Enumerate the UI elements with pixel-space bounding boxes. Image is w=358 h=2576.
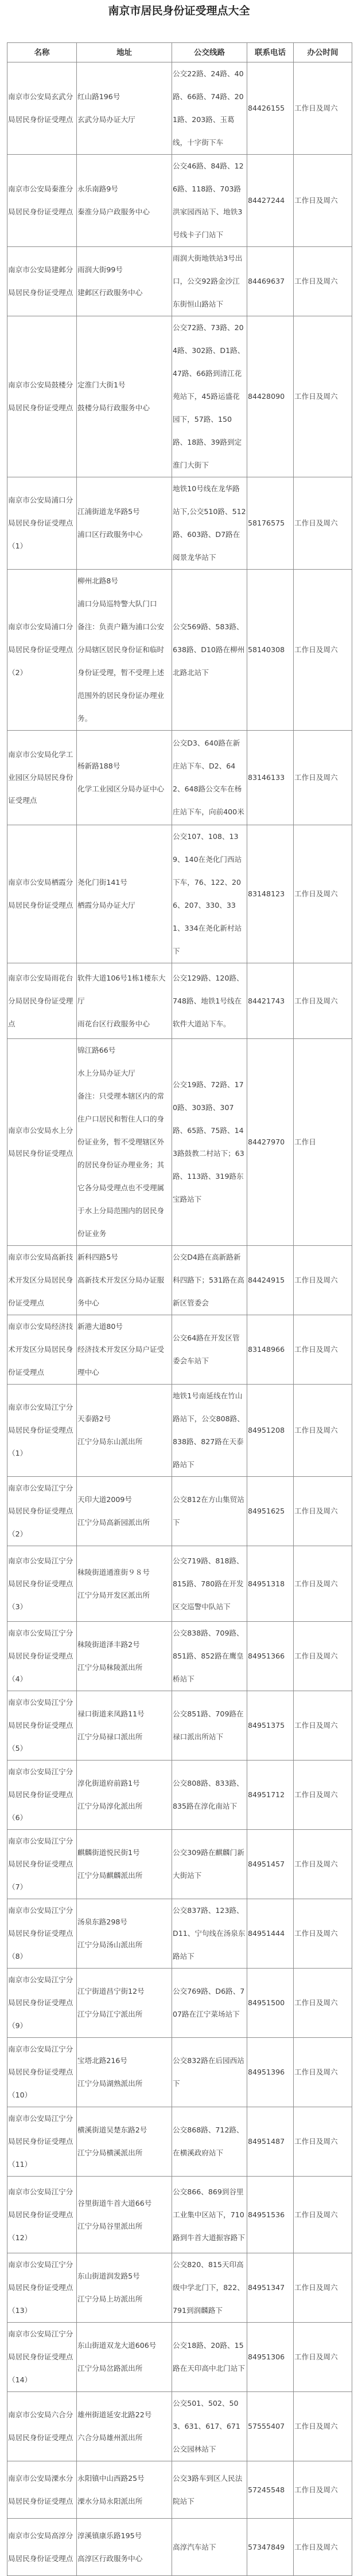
cell-office-hours: 工作日及周六 [294,1969,352,2038]
address-line: 六合分局雄州派出所 [77,2433,143,2442]
table-row [7,316,352,477]
cell-office-hours: 工作日及周六 [294,2519,352,2576]
column-header-bus: 公交线路 [172,43,247,62]
address-line: 天泰路2号 [77,1414,111,1423]
table-row [7,825,352,963]
cell-office-hours: 工作日及周六 [294,825,352,963]
cell-name: 南京市公安局建邺分局居民身份证受理点 [7,247,77,316]
cell-address [77,963,172,1039]
cell-address [77,2253,172,2323]
cell-phone: 84951457 [247,1830,294,1899]
cell-address [77,247,172,316]
cell-name: 南京市公安局江宁分局居民身份证受理点（7） [7,1830,77,1899]
cell-bus-routes: 公交868路、712路、在横溪政府站下 [172,2107,247,2177]
address-line: 雨花台区行政服务中心 [77,1019,150,1028]
cell-phone: 84421743 [247,963,294,1039]
cell-name: 南京市公安局经济技术开发区分局居民身份证受理点 [7,1315,77,1385]
cell-bus-routes: 公交D4路在高新路新科四路下；531路在高新区管委会 [172,1246,247,1315]
table-row [7,2461,352,2519]
cell-name: 南京市公安局秦淮分局居民身份证受理点 [7,155,77,247]
address-line: 雨润大街99号 [77,265,123,274]
cell-bus-routes: 公交18路、20路、15路在天印高中北门站下 [172,2323,247,2392]
cell-bus-routes: 公交46路、84路、126路、118路、703路洪家园西站下、地铁3号线卡子门站下 [172,155,247,247]
address-line: 天印大道2009号 [77,1495,133,1504]
address-line: 尧化门街141号 [77,878,128,887]
cell-address [77,1315,172,1385]
cell-bus-routes: 公交22路、24路、40路、66路、74路、201路、203路、玉葛线，十字街下车 [172,62,247,155]
address-line: 水上分局办证大厅 [77,1069,135,1077]
address-line: 永乐南路9号 [77,185,118,193]
cell-bus-routes: 公交866、869到谷里工业集中区站下，710路到牛首大道振容路下 [172,2177,247,2253]
cell-bus-routes: 公交107、108、139、140在尧化门西站下车，76、122、206、207、330、331、334在尧化新村站下 [172,825,247,963]
address-line: 建邺区行政服务中心 [77,288,143,297]
cell-bus-routes: 地铁1号南延线在竹山路站下，公交808路、838路、827路在天泰路站下 [172,1385,247,1477]
cell-bus-routes: 公交19路、72路、170路、303路、307路、65路、75路、143路鼓教二村站下；63路、113路、319路东宝路站下 [172,1039,247,1246]
table-row [7,1039,352,1246]
cell-phone: 58176575 [247,477,294,570]
cell-phone: 84426155 [247,62,294,155]
cell-name: 南京市公安局高新技术开发区分局居民身份证受理点 [7,1246,77,1315]
address-line: 东山街道润发路5号 [77,2272,140,2280]
cell-name: 南京市公安局栖霞分局居民身份证受理点 [7,825,77,963]
cell-bus-routes: 公交808路、833路、835路在淳化南站下 [172,1761,247,1830]
address-line: 高淳区行政服务中心 [77,2554,143,2563]
cell-bus-routes: 高淳汽车站下 [172,2519,247,2576]
table-row [7,1899,352,1969]
address-line: 永阳镇中山西路25号 [77,2473,145,2483]
cell-address [77,477,172,570]
table-row [7,2519,352,2576]
cell-office-hours: 工作日及周六 [294,2177,352,2253]
table-row [7,1385,352,1477]
cell-name: 南京市公安局江宁分局居民身份证受理点（10） [7,2038,77,2107]
cell-name: 南京市公安局玄武分局居民身份证受理点 [7,62,77,155]
cell-name: 南京市公安局高淳分局居民身份证受理点 [7,2519,77,2576]
address-line: 鼓楼分局行政服务中心 [77,403,150,412]
cell-name: 南京市公安局江宁分局居民身份证受理点（12） [7,2177,77,2253]
address-line: 江宁分局湖熟派出所 [77,2079,143,2088]
address-line: 雄州街道延安北路22号 [77,2410,152,2419]
address-line: 江浦街道龙华路5号 [77,507,140,516]
cell-phone: 84951712 [247,1761,294,1830]
address-line: 浦口区行政服务中心 [77,530,143,539]
cell-address [77,570,172,731]
address-line: 新科四路5号 [77,1253,118,1261]
cell-name: 南京市公安局鼓楼分局居民身份证受理点 [7,316,77,477]
cell-phone: 57347849 [247,2519,294,2576]
address-line: 江宁分局秣陵派出所 [77,1663,143,1672]
table-header-row [7,43,352,62]
table-row [7,1622,352,1691]
cell-bus-routes: 公交3路车到区人民法院站下 [172,2461,247,2519]
address-line: 秣陵街道通淮街９８号 [77,1567,150,1577]
address-line: 软件大道106号1栋1楼东大厅 [77,973,166,1005]
table-row [7,731,352,825]
cell-address [77,2177,172,2253]
cell-office-hours: 工作日及周六 [294,2392,352,2461]
cell-name: 南京市公安局江宁分局居民身份证受理点（11） [7,2107,77,2177]
cell-bus-routes: 公交832路在后园西站下 [172,2038,247,2107]
cell-bus-routes: 公交501、502、503、631、617、671公交园林站下 [172,2392,247,2461]
address-line: 高新技术开发区分局办证服务中心 [77,1276,165,1307]
cell-office-hours: 工作日及周六 [294,247,352,316]
cell-name: 南京市公安局江宁分局居民身份证受理点（5） [7,1691,77,1761]
cell-office-hours: 工作日及周六 [294,1622,352,1691]
cell-bus-routes: 雨润大街地铁站3号出口，公交92路金沙江东街恒山路站下 [172,247,247,316]
address-line: 东山街道双龙大道606号 [77,2341,157,2350]
table-row [7,155,352,247]
cell-phone: 84951208 [247,1385,294,1477]
table-row [7,2107,352,2177]
cell-address [77,2461,172,2519]
address-line: 锦江路66号 [77,1046,116,1054]
table-row [7,2177,352,2253]
table-row [7,1477,352,1546]
cell-address [77,825,172,963]
address-line: 溧水分局永阳派出所 [77,2496,143,2506]
cell-address [77,731,172,825]
cell-phone: 84427244 [247,155,294,247]
cell-office-hours: 工作日及周六 [294,155,352,247]
cell-name: 南京市公安局雨花台分局居民身份证受理点 [7,963,77,1039]
cell-address [77,62,172,155]
cell-phone: 83148123 [247,825,294,963]
cell-address [77,2323,172,2392]
cell-office-hours: 工作日及周六 [294,2107,352,2177]
column-header-address: 地址 [77,43,172,62]
cell-name: 南京市公安局江宁分局居民身份证受理点（14） [7,2323,77,2392]
table-row [7,247,352,316]
cell-office-hours: 工作日及周六 [294,2323,352,2392]
cell-phone: 57245548 [247,2461,294,2519]
table-row [7,1546,352,1622]
address-line: 汤泉东路298号 [77,1918,128,1926]
cell-office-hours: 工作日及周六 [294,2461,352,2519]
address-line: 新港大道80号 [77,1322,123,1331]
cell-name: 南京市公安局江宁分局居民身份证受理点（6） [7,1761,77,1830]
cell-phone: 84951625 [247,1477,294,1546]
cell-bus-routes: 公交838路、709路、851路、852路在鹰皇桥站下 [172,1622,247,1691]
cell-office-hours: 工作日 [294,1039,352,1246]
cell-name: 南京市公安局江宁分局居民身份证受理点（2） [7,1477,77,1546]
cell-bus-routes: 地铁10号线在龙华路站下,公交510路、512路、603路、D7路在阅景龙华站下 [172,477,247,570]
cell-bus-routes: 公交569路、583路、638路、D10路在柳州北路北站下 [172,570,247,731]
cell-office-hours: 工作日及周六 [294,570,352,731]
cell-bus-routes: 公交72路、73路、204路、302路、D1路、47路、66路到清江花苑站下，45路运盛花园下，57路、150路、18路、39路到定淮门大街下 [172,316,247,477]
cell-address [77,2519,172,2576]
table-row [7,1691,352,1761]
cell-name: 南京市公安局六合分局居民身份证受理点 [7,2392,77,2461]
cell-office-hours: 工作日及周六 [294,1385,352,1477]
table-row [7,2038,352,2107]
table-row [7,1830,352,1899]
cell-phone: 84951347 [247,2253,294,2323]
address-line: 栖霞分局办证大厅 [77,901,135,909]
cell-name: 南京市公安局江宁分局居民身份证受理点（1） [7,1385,77,1477]
cell-office-hours: 工作日及周六 [294,2253,352,2323]
address-line: 江宁分局上坊派出所 [77,2295,143,2303]
table-row [7,2392,352,2461]
cell-phone: 84469637 [247,247,294,316]
cell-office-hours: 工作日及周六 [294,62,352,155]
cell-office-hours: 工作日及周六 [294,731,352,825]
address-line: 江宁分局开发区派出所 [77,1590,150,1599]
cell-office-hours: 工作日及周六 [294,1761,352,1830]
column-header-name: 名称 [7,43,77,62]
cell-name: 南京市公安局江宁分局居民身份证受理点（3） [7,1546,77,1622]
cell-phone: 84951487 [247,2107,294,2177]
address-line: 横溪街道吴楚东路2号 [77,2126,147,2134]
cell-phone: 84951306 [247,2323,294,2392]
cell-bus-routes: 公交851路、709路在禄口派出所站下 [172,1691,247,1761]
cell-phone: 83146133 [247,731,294,825]
column-header-hours: 办公时间 [294,43,352,62]
cell-address [77,1691,172,1761]
cell-office-hours: 工作日及周六 [294,1315,352,1385]
address-line: 杨新路188号 [77,762,120,770]
cell-office-hours: 工作日及周六 [294,1477,352,1546]
cell-phone: 84951375 [247,1691,294,1761]
cell-name: 南京市公安局溧水分局居民身份证受理点 [7,2461,77,2519]
address-line: 经济技术开发区分局户证受理中心 [77,1345,165,1377]
cell-bus-routes: 公交837路、123路、D11、宁句线在汤泉东路站下 [172,1899,247,1969]
cell-address [77,1039,172,1246]
address-line: 麒麟街道悦民街1号 [77,1848,140,1857]
cell-phone: 84951396 [247,2038,294,2107]
address-line: 备注：负责户籍为浦口公安分局辖区居民身份证和临时身份证受理，暂不受理上述范围外的居民身份证办理业务。 [77,622,165,723]
cell-bus-routes: 公交769路、D6路、707路在江宁菜场站下 [172,1969,247,2038]
address-line: 浦口分局巡特警大队门口 [77,599,157,608]
cell-address [77,1899,172,1969]
address-line: 江宁分局岔路派出所 [77,2364,143,2373]
cell-office-hours: 工作日及周六 [294,1691,352,1761]
table-body [7,62,352,2576]
address-line: 江宁街道昌宁街12号 [77,1987,145,1995]
cell-address [77,155,172,247]
table-row [7,1315,352,1385]
cell-phone: 84427970 [247,1039,294,1246]
address-line: 定淮门大街1号 [77,381,126,389]
cell-bus-routes: 公交D3、640路在新庄站下车、D2、642、648路公交车在杨庄站下车，向前400米 [172,731,247,825]
cell-office-hours: 工作日及周六 [294,1546,352,1622]
cell-address [77,1622,172,1691]
cell-phone: 84951500 [247,1969,294,2038]
cell-address [77,2038,172,2107]
address-line: 红山路196号 [77,92,120,101]
page-title: 南京市居民身份证受理点大全 [108,5,250,17]
address-line: 江宁分局谷里派出所 [77,2221,143,2230]
address-line: 江宁分局禄口派出所 [77,1732,143,1741]
address-line: 江宁分局麒麟派出所 [77,1871,143,1880]
cell-phone: 84951536 [247,2177,294,2253]
address-line: 江宁分局横溪派出所 [77,2148,143,2157]
cell-office-hours: 工作日及周六 [294,963,352,1039]
table-row [7,963,352,1039]
cell-phone: 58140308 [247,570,294,731]
address-line: 禄口街道来凤路11号 [77,1710,145,1718]
cell-address [77,1385,172,1477]
address-line: 淳化街道府前路1号 [77,1779,140,1787]
table-row [7,570,352,731]
table-row [7,1246,352,1315]
address-line: 江宁分局高新园派出所 [77,1518,150,1527]
table-row [7,62,352,155]
address-line: 淳溪镇康乐路195号 [77,2531,142,2540]
cell-phone: 84951444 [247,1899,294,1969]
column-header-phone: 联系电话 [247,43,294,62]
address-line: 宝塔北路216号 [77,2056,128,2065]
cell-name: 南京市公安局江宁分局居民身份证受理点（8） [7,1899,77,1969]
address-line: 谷里街道牛首大道66号 [77,2198,152,2208]
cell-address [77,2107,172,2177]
address-line: 秦淮分局户政服务中心 [77,207,150,216]
cell-name: 南京市公安局水上分局居民身份证受理点 [7,1039,77,1246]
cell-address [77,1761,172,1830]
address-line: 江宁分局汤山派出所 [77,1940,143,1949]
cell-address [77,1246,172,1315]
cell-address [77,2392,172,2461]
address-line: 化学工业园区分局办证中心 [77,785,165,793]
cell-office-hours: 工作日及周六 [294,316,352,477]
address-line: 秣陵街道泽丰路2号 [77,1640,140,1649]
cell-office-hours: 工作日及周六 [294,1899,352,1969]
cell-phone: 84424915 [247,1246,294,1315]
cell-name: 南京市公安局江宁分局居民身份证受理点（9） [7,1969,77,2038]
cell-office-hours: 工作日及周六 [294,1246,352,1315]
cell-phone: 57555407 [247,2392,294,2461]
cell-name: 南京市公安局浦口分局居民身份证受理点（2） [7,570,77,731]
address-line: 柳州北路8号 [77,577,118,585]
cell-bus-routes: 公交129路、120路、748路、地铁1号线在软件大道站下车。 [172,963,247,1039]
table-row [7,1969,352,2038]
address-line: 江宁分局东山派出所 [77,1437,143,1446]
cell-bus-routes: 公交812在方山集贸站下 [172,1477,247,1546]
table-row [7,2323,352,2392]
cell-phone: 84951318 [247,1546,294,1622]
cell-phone: 84428090 [247,316,294,477]
address-line: 江宁分局淳化派出所 [77,1802,143,1810]
table-row [7,1761,352,1830]
cell-name: 南京市公安局化学工业园区分局居民身份证受理点 [7,731,77,825]
table-row [7,477,352,570]
cell-phone: 83148966 [247,1315,294,1385]
cell-bus-routes: 公交309路在麒麟门新大街站下 [172,1830,247,1899]
address-line: 江宁分局江宁派出所 [77,2010,143,2018]
cell-address [77,1546,172,1622]
cell-address [77,316,172,477]
cell-address [77,1830,172,1899]
cell-office-hours: 工作日及周六 [294,477,352,570]
cell-bus-routes: 公交64路在开发区管委会车站下 [172,1315,247,1385]
address-line: 玄武分局办证大厅 [77,115,135,124]
table-row [7,2253,352,2323]
cell-name: 南京市公安局浦口分局居民身份证受理点（1） [7,477,77,570]
id-card-office-table [7,42,352,2576]
cell-name: 南京市公安局江宁分局居民身份证受理点（13） [7,2253,77,2323]
cell-office-hours: 工作日及周六 [294,2038,352,2107]
address-line: 备注：只受理本辖区内的常住户口居民和暂住人口的身份证业务，暂不受理辖区外的居民身份证办理业务；其它各分局受理点也不受理属于水上分局范围内的居民身份证业务 [77,1092,165,1238]
cell-name: 南京市公安局江宁分局居民身份证受理点（4） [7,1622,77,1691]
cell-phone: 84951366 [247,1622,294,1691]
cell-bus-routes: 公交820、815天印高级中学北门下，822、791到润麟路下 [172,2253,247,2323]
cell-office-hours: 工作日及周六 [294,1830,352,1899]
cell-address [77,1969,172,2038]
cell-bus-routes: 公交719路、818路、815路、780路在开发区交巡警中队站下 [172,1546,247,1622]
cell-address [77,1477,172,1546]
